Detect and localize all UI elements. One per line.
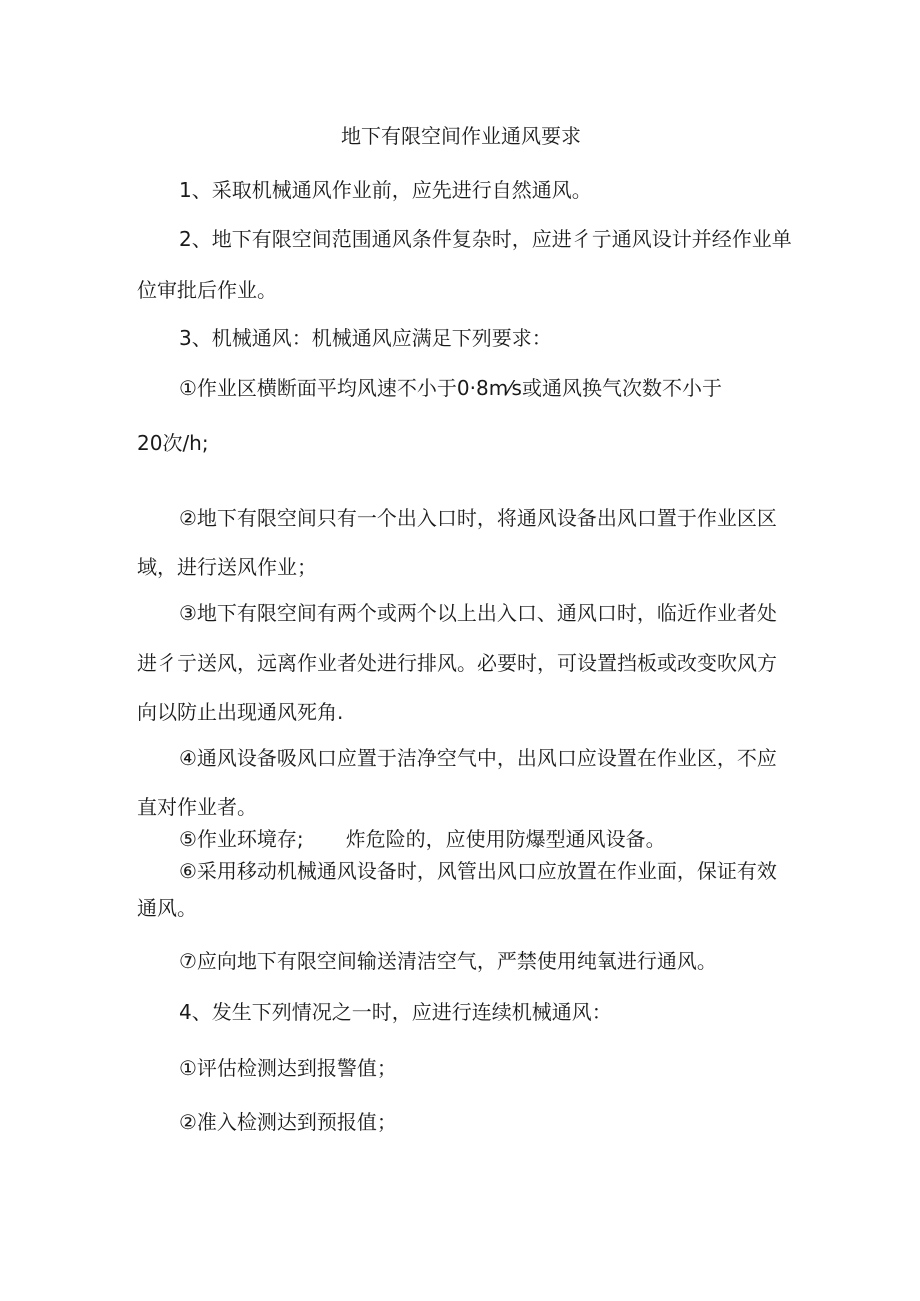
item-2-line-2: 位审批后作业。 [137,278,277,302]
sub-item-1-line-2: 20次/h; [137,431,209,455]
sub-item-5-part-1: ⑤作业环境存; [179,827,304,851]
item-2-line-1: 2、地下有限空间范围通风条件复杂时，应进彳亍通风设计并经作业单 [179,227,792,251]
item-3: 3、机械通风：机械通风应满足下列要求： [179,326,552,350]
sub-item-2-line-2: 域，进行送风作业； [137,555,317,579]
sub-item-5-part-2: 炸危险的，应使用防爆型通风设备。 [345,827,666,851]
sub-item-6-line-1: ⑥采用移动机械通风设备时，风管出风口应放置在作业面，保证有效 [179,859,777,883]
document-title: 地下有限空间作业通风要求 [341,124,581,148]
sub-item-5 [179,827,666,851]
item-1: 1、采取机械通风作业前，应先进行自然通风。 [179,178,592,202]
item-4-sub-2: ②准入检测达到预报值； [179,1110,397,1134]
sub-item-4-line-1: ④通风设备吸风口应置于洁净空气中，出风口应设置在作业区，不应 [179,746,777,770]
sub-item-3-line-2: 进彳亍送风，远离作业者处进行排风。必要时，可设置挡板或改变吹风方 [137,651,777,675]
sub-item-2-line-1: ②地下有限空间只有一个出入口时，将通风设备出风口置于作业区区 [179,506,777,530]
sub-item-3-line-1: ③地下有限空间有两个或两个以上出入口、通风口时，临近作业者处 [179,601,777,625]
sub-item-7: ⑦应向地下有限空间输送清洁空气，严禁使用纯氧进行通风。 [179,949,717,973]
item-4-sub-1: ①评估检测达到报警值； [179,1056,397,1080]
item-4: 4、发生下列情况之一时，应进行连续机械通风： [179,1000,612,1024]
sub-item-6-line-2: 通风。 [137,896,197,920]
sub-item-3-line-3: 向以防止出现通风死角. [137,700,344,724]
sub-item-4-line-2: 直对作业者。 [137,795,257,819]
sub-item-1-line-1: ①作业区横断面平均风速不小于0·8m⁄s或通风换气次数不小于 [179,376,722,400]
